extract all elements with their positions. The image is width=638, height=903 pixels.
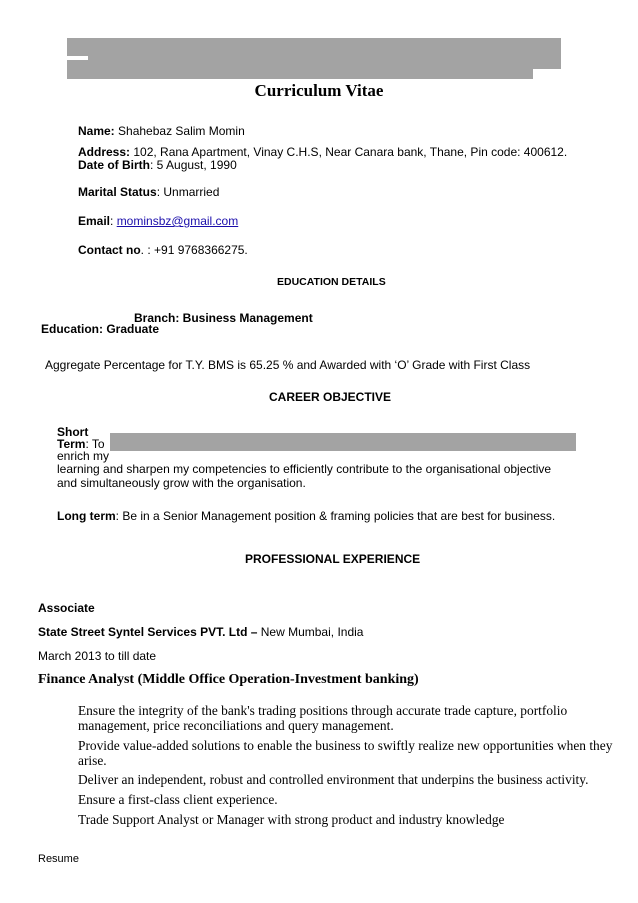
bullet-2-line-2: arise.: [78, 753, 107, 768]
experience-role: Associate: [38, 601, 95, 615]
long-term-line: [57, 509, 555, 524]
education-level: Education: Graduate: [41, 322, 160, 336]
contact-label: Contact no: [78, 243, 141, 257]
dob-value: : 5 August, 1990: [150, 158, 237, 172]
long-term-value: : Be in a Senior Management position & framing policies that are best for business.: [115, 509, 556, 523]
short-term-label-2: Term: [57, 437, 86, 451]
education-heading: EDUCATION DETAILS: [277, 276, 386, 288]
header-redaction-bar-lower: [67, 69, 533, 79]
marital-label: Marital Status: [78, 185, 157, 199]
header-redaction-bar: [67, 38, 561, 69]
bullet-5-line-1: Trade Support Analyst or Manager with strong product and industry knowledge: [78, 812, 505, 827]
marital-line: [78, 185, 219, 200]
career-heading: CAREER OBJECTIVE: [269, 390, 392, 404]
contact-line: [78, 243, 248, 258]
experience-company: State Street Syntel Services PVT. Ltd –: [38, 625, 258, 639]
name-label: Name:: [78, 124, 115, 138]
name-line: [78, 124, 245, 139]
experience-company-line: [38, 625, 363, 640]
email-separator: :: [110, 214, 117, 228]
email-label: Email: [78, 214, 111, 228]
address-value: 102, Rana Apartment, Vinay C.H.S, Near Canara bank, Thane, Pin code: 400612.: [130, 145, 568, 159]
bullet-1-line-1: Ensure the integrity of the bank's trading positions through accurate trade capture, portfolio: [78, 703, 568, 718]
email-line: [78, 214, 238, 229]
education-aggregate: Aggregate Percentage for T.Y. BMS is 65.25 % and Awarded with ‘O’ Grade with First Class: [45, 358, 531, 372]
experience-position: Finance Analyst (Middle Office Operation-Investment banking): [38, 672, 419, 687]
short-term-line-2: enrich my: [57, 449, 110, 463]
name-value: Shahebaz Salim Momin: [114, 124, 245, 138]
dob-label: Date of Birth: [78, 158, 150, 172]
address-label: Address:: [78, 145, 131, 159]
marital-value: : Unmarried: [156, 185, 220, 199]
experience-dates: March 2013 to till date: [38, 649, 157, 663]
bullet-3-line-1: Deliver an independent, robust and controlled environment that underpins the business activity.: [78, 772, 589, 787]
short-term-redaction-bar: [110, 433, 576, 451]
bullet-2-line-1: Provide value-added solutions to enable the business to swiftly realize new opportunities when they: [78, 738, 613, 753]
experience-location: New Mumbai, India: [257, 625, 364, 639]
short-term-line-4: and simultaneously grow with the organisation.: [57, 476, 306, 490]
contact-value: . : +91 9768366275.: [140, 243, 248, 257]
short-term-label-1: Short: [57, 425, 89, 439]
bullet-4-line-1: Ensure a first-class client experience.: [78, 792, 278, 807]
dob-line: [78, 158, 237, 173]
short-term-start: : To: [85, 437, 105, 451]
long-term-label: Long term: [57, 509, 116, 523]
education-branch: Branch: Business Management: [134, 311, 313, 325]
email-link[interactable]: mominsbz@gmail.com: [116, 214, 239, 228]
experience-heading: PROFESSIONAL EXPERIENCE: [245, 552, 421, 566]
short-term-line-3: learning and sharpen my competencies to efficiently contribute to the organisational objective: [57, 462, 552, 476]
page-title: Curriculum Vitae: [254, 81, 384, 100]
header-white-mark: [67, 56, 88, 60]
bullet-1-line-2: management, price reconciliations and query management.: [78, 718, 394, 733]
footer-label: Resume: [38, 853, 79, 865]
